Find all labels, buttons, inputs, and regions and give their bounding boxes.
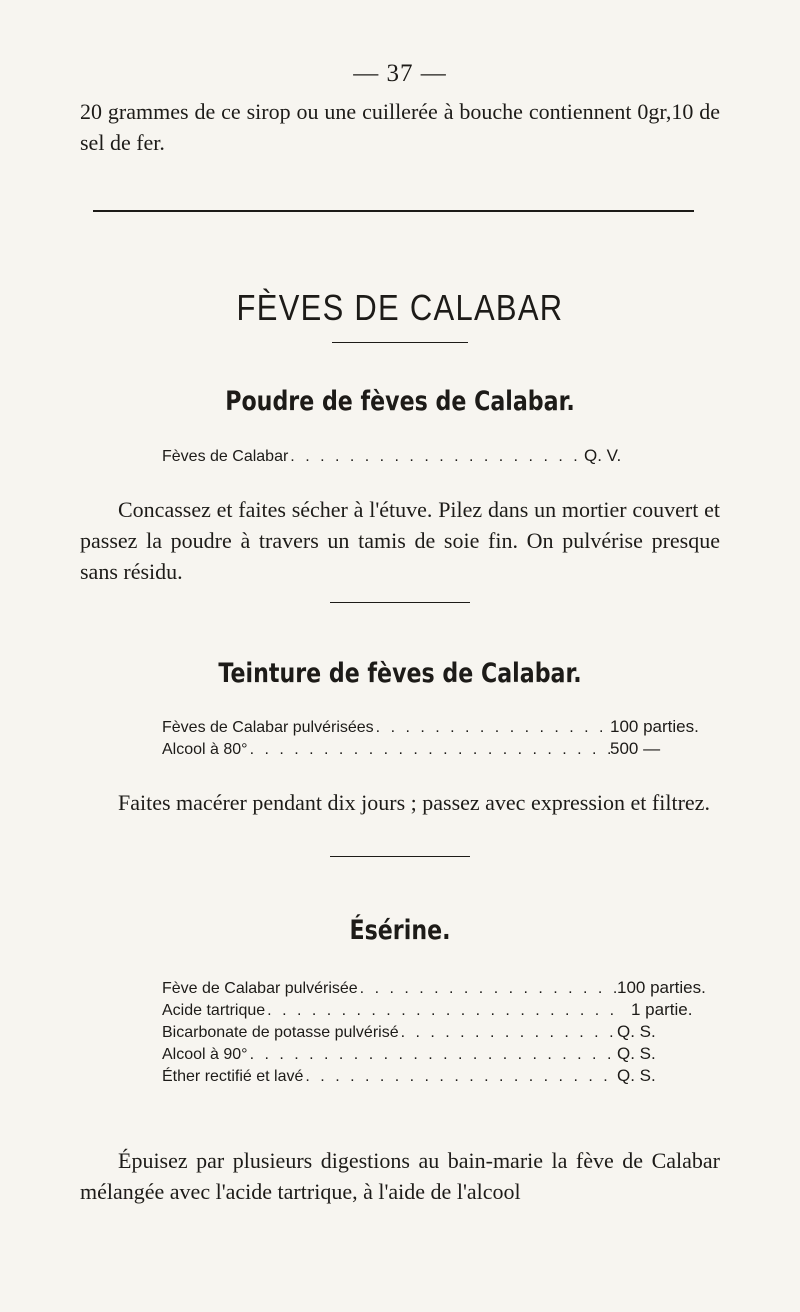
ingredient-list-teinture xyxy=(162,717,722,761)
intro-paragraph: 20 grammes de ce sirop ou une cuillerée à bouche contiennent 0gr,10 de sel de fer. xyxy=(80,99,720,155)
page-number: — 37 — xyxy=(353,60,447,87)
ingredient-row xyxy=(162,1066,742,1088)
ingredient-quantity: 500 — xyxy=(610,739,661,758)
section-title-eserine: Ésérine. xyxy=(349,915,451,946)
section-divider xyxy=(93,210,694,212)
ingredient-name: Acide tartrique xyxy=(162,1002,266,1019)
ingredient-name: Fèves de Calabar pulvérisées xyxy=(162,719,374,736)
ingredient-quantity: 100 parties. xyxy=(610,717,699,736)
ingredient-row xyxy=(162,739,722,761)
dot-leader xyxy=(248,1046,617,1064)
ingredient-row xyxy=(162,1022,742,1044)
dot-leader xyxy=(248,741,610,759)
ingredient-row xyxy=(162,1044,742,1066)
ingredient-quantity: Q. S. xyxy=(617,1066,656,1085)
ingredient-list-poudre xyxy=(162,446,632,468)
ingredient-name: Éther rectifié et lavé xyxy=(162,1068,304,1085)
ingredient-quantity: 1 partie. xyxy=(631,1000,693,1019)
ingredient-row xyxy=(162,978,742,1000)
dot-leader xyxy=(288,448,584,466)
ingredient-name: Fève de Calabar pulvérisée xyxy=(162,980,358,997)
dot-leader xyxy=(399,1024,617,1042)
ingredient-name: Alcool à 90° xyxy=(162,1046,248,1063)
instructions-eserine: Épuisez par plusieurs digestions au bain-marie la fève de Calabar mélangée avec l'acide tartrique, à l'aide de l'alcool xyxy=(80,1148,720,1204)
ingredient-quantity: Q. S. xyxy=(617,1022,656,1041)
ingredient-row xyxy=(162,1000,742,1022)
instructions-poudre: Concassez et faites sécher à l'étuve. Pilez dans un mortier couvert et passez la poudre à travers un tamis de soie fin. On pulvérise presque sans résidu. xyxy=(80,497,720,584)
ingredient-name: Bicarbonate de potasse pulvérisé xyxy=(162,1024,399,1041)
dot-leader xyxy=(265,1002,617,1020)
ingredient-row xyxy=(162,717,722,739)
ingredient-name: Fèves de Calabar xyxy=(162,448,289,465)
dot-leader xyxy=(358,980,617,998)
section-title-teinture: Teinture de fèves de Calabar. xyxy=(218,658,582,689)
section-divider xyxy=(330,856,470,857)
dot-leader xyxy=(303,1068,617,1086)
ingredient-name: Alcool à 80° xyxy=(162,741,248,758)
ingredient-list-eserine xyxy=(162,978,742,1088)
ingredient-row xyxy=(162,446,632,468)
instructions-teinture: Faites macérer pendant dix jours ; passez avec expression et filtrez. xyxy=(118,790,710,815)
ingredient-quantity: Q. V. xyxy=(584,446,622,465)
section-divider xyxy=(330,602,470,603)
ingredient-quantity: Q. S. xyxy=(617,1044,656,1063)
dot-leader xyxy=(374,719,610,737)
main-title: FÈVES DE CALABAR xyxy=(236,287,564,328)
section-title-poudre: Poudre de fèves de Calabar. xyxy=(225,386,575,417)
title-underline xyxy=(332,342,468,343)
ingredient-quantity: 100 parties. xyxy=(617,978,706,997)
